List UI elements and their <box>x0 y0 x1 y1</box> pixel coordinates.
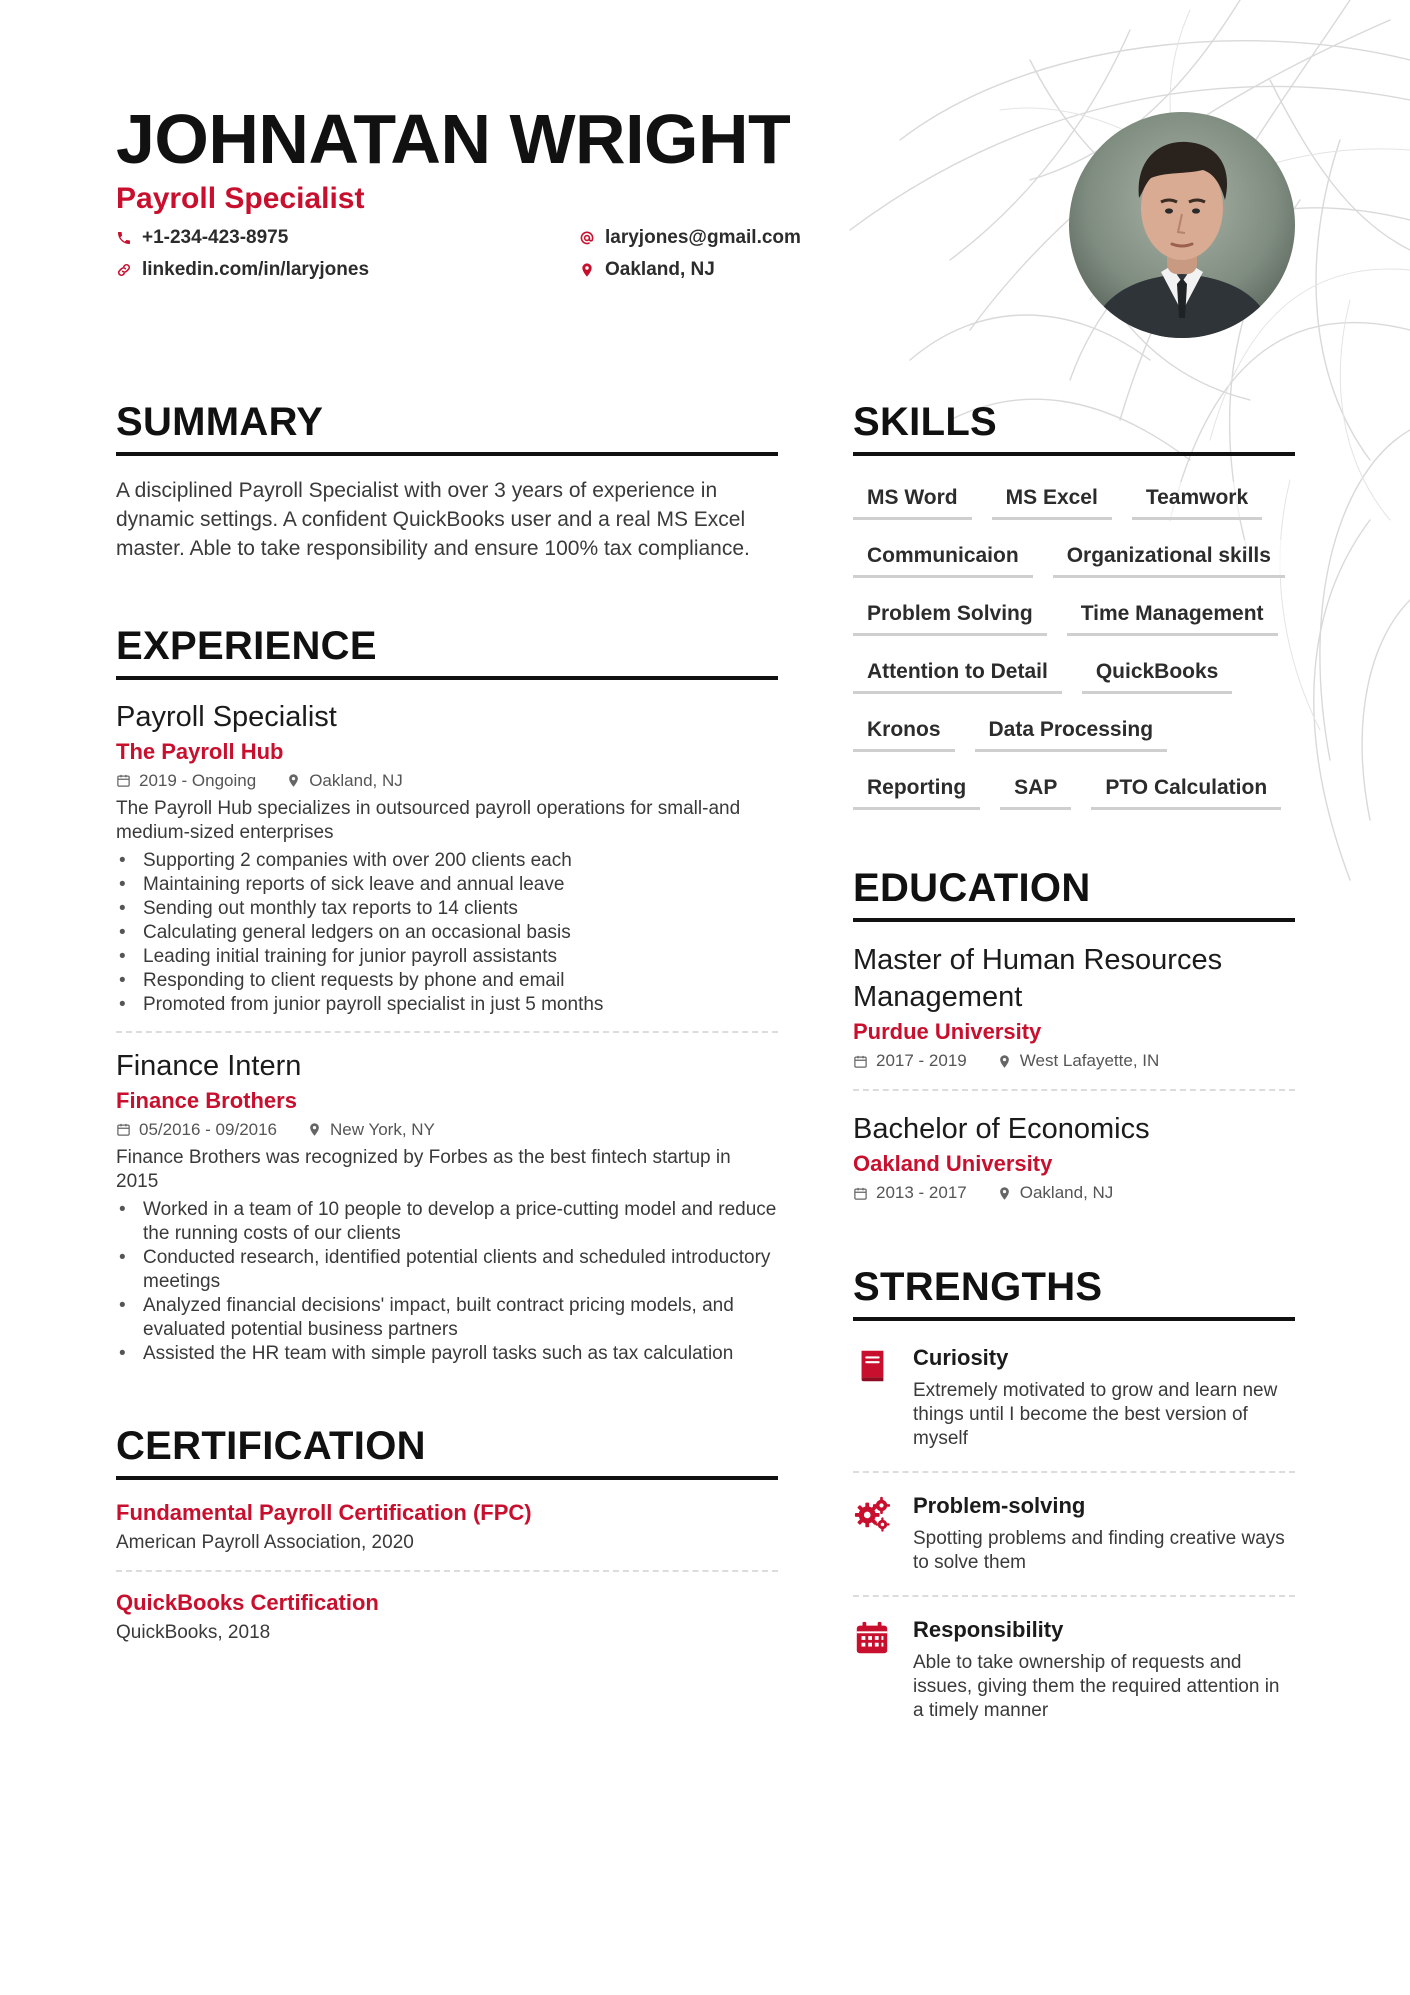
job-bullet: • Supporting 2 companies with over 200 clients each <box>116 849 778 873</box>
location-pin-icon <box>579 262 595 278</box>
education-entry <box>853 942 1295 1071</box>
calendar-icon <box>853 1054 868 1069</box>
education-section <box>853 868 1295 1203</box>
job-bullet: • Conducted research, identified potential clients and scheduled introductory meetings <box>116 1246 778 1294</box>
edu-degree: Master of Human Resources Management <box>853 944 1223 1013</box>
cert-name: Fundamental Payroll Certification (FPC) <box>116 1499 532 1525</box>
job-dates: 05/2016 - 09/2016 <box>139 1119 278 1139</box>
book-icon <box>853 1347 891 1385</box>
calendar-icon <box>853 1619 891 1657</box>
gears-icon <box>853 1495 891 1533</box>
job-bullet: • Calculating general ledgers on an occasional basis <box>116 921 778 945</box>
job-description: Finance Brothers was recognized by Forbes as the best fintech startup in 2015 <box>116 1146 731 1192</box>
edu-dates: 2017 - 2019 <box>876 1051 967 1070</box>
skill-tag: Communicaion <box>853 540 1033 578</box>
cert-entry <box>116 1500 778 1554</box>
strengths-section <box>853 1267 1295 1723</box>
experience-heading: EXPERIENCE <box>116 626 778 680</box>
job-bullet: • Promoted from junior payroll specialist in just 5 months <box>116 993 778 1017</box>
calendar-icon <box>116 773 131 788</box>
experience-section <box>116 626 778 1366</box>
candidate-name: JOHNATAN WRIGHT <box>116 100 791 178</box>
strengths-heading: STRENGTHS <box>853 1267 1295 1321</box>
job-bullet: • Assisted the HR team with simple payroll tasks such as tax calculation <box>116 1342 778 1366</box>
job-entry <box>116 1049 778 1366</box>
certification-section <box>116 1423 778 1644</box>
skill-tag: Problem Solving <box>853 598 1047 636</box>
job-company: The Payroll Hub <box>116 738 284 764</box>
cert-org: American Payroll Association, 2020 <box>116 1531 414 1553</box>
skill-tag: MS Excel <box>992 482 1112 520</box>
skills-heading: SKILLS <box>853 402 1295 456</box>
edu-meta <box>853 1051 1295 1071</box>
job-bullet: • Leading initial training for junior payroll assistants <box>116 945 778 969</box>
job-entry <box>116 700 778 1017</box>
skill-tag: QuickBooks <box>1082 656 1233 694</box>
at-icon <box>579 230 595 246</box>
resume-page <box>116 0 1296 1995</box>
strength-description: Extremely motivated to grow and learn new things until I become the best version of myself <box>913 1380 1278 1449</box>
skill-tag: MS Word <box>853 482 972 520</box>
education-heading: EDUCATION <box>853 868 1295 922</box>
calendar-icon <box>116 1122 131 1137</box>
skill-tag: Reporting <box>853 772 980 810</box>
calendar-icon <box>853 1186 868 1201</box>
cert-entry <box>116 1590 778 1644</box>
contact-email[interactable] <box>579 227 801 249</box>
strength-description: Able to take ownership of requests and issues, giving them the required attention in a timely manner <box>913 1652 1280 1721</box>
skill-tag: Teamwork <box>1132 482 1262 520</box>
job-description: The Payroll Hub specializes in outsourced payroll operations for small-and medium-sized enterprises <box>116 797 741 843</box>
cert-org: QuickBooks, 2018 <box>116 1621 271 1643</box>
edu-location: Oakland, NJ <box>1019 1183 1114 1202</box>
left-column <box>116 402 778 1644</box>
job-bullet: • Worked in a team of 10 people to develop a price-cutting model and reduce the running costs of our clients <box>116 1198 778 1246</box>
strength-item <box>853 1617 1295 1723</box>
job-bullet: • Sending out monthly tax reports to 14 clients <box>116 897 778 921</box>
skill-tag: Kronos <box>853 714 955 752</box>
divider <box>116 1570 778 1572</box>
summary-section <box>116 402 778 563</box>
right-column <box>853 402 1295 1723</box>
location-pin-icon <box>997 1186 1012 1201</box>
skill-tag: Data Processing <box>975 714 1168 752</box>
strength-title: Curiosity <box>913 1345 1009 1370</box>
skills-section <box>853 402 1295 830</box>
contact-location-text: Oakland, NJ <box>605 259 715 280</box>
job-location: New York, NY <box>330 1119 435 1139</box>
edu-school: Oakland University <box>853 1151 1053 1176</box>
job-bullets <box>116 849 778 1017</box>
skill-tag: Organizational skills <box>1053 540 1285 578</box>
contact-phone[interactable] <box>116 227 288 249</box>
candidate-title: Payroll Specialist <box>116 182 365 215</box>
skill-tag: Time Management <box>1067 598 1278 636</box>
strength-title: Problem-solving <box>913 1493 1086 1518</box>
location-pin-icon <box>307 1122 322 1137</box>
job-bullet: • Maintaining reports of sick leave and annual leave <box>116 873 778 897</box>
certification-heading: CERTIFICATION <box>116 1426 778 1480</box>
job-title: Finance Intern <box>116 1049 302 1082</box>
contact-linkedin[interactable] <box>116 259 369 281</box>
edu-meta <box>853 1183 1295 1203</box>
summary-text: A disciplined Payroll Specialist with over 3 years of experience in dynamic settings. A confident QuickBooks user and a real MS Excel master. Able to take responsibility and ensure 100% tax compliance. <box>116 479 750 560</box>
divider <box>853 1595 1295 1597</box>
divider <box>853 1471 1295 1473</box>
contact-email-text: laryjones@gmail.com <box>605 227 801 248</box>
cert-name: QuickBooks Certification <box>116 1589 379 1615</box>
skill-tag: PTO Calculation <box>1091 772 1281 810</box>
job-title: Payroll Specialist <box>116 701 337 733</box>
profile-photo <box>1069 112 1295 338</box>
job-meta <box>116 1120 778 1140</box>
job-bullet: • Responding to client requests by phone and email <box>116 969 778 993</box>
edu-location: West Lafayette, IN <box>1019 1051 1160 1070</box>
divider <box>853 1089 1295 1091</box>
summary-heading: SUMMARY <box>116 402 778 456</box>
skills-list <box>853 482 1295 830</box>
contact-phone-text: +1-234-423-8975 <box>142 227 289 248</box>
contact-location <box>579 259 715 281</box>
edu-dates: 2013 - 2017 <box>876 1183 967 1202</box>
skill-tag: Attention to Detail <box>853 656 1062 694</box>
location-pin-icon <box>286 773 301 788</box>
job-meta <box>116 771 778 791</box>
job-dates: 2019 - Ongoing <box>139 770 257 790</box>
education-entry <box>853 1111 1295 1203</box>
job-bullets <box>116 1198 778 1366</box>
contact-linkedin-text: linkedin.com/in/laryjones <box>142 259 370 280</box>
edu-degree: Bachelor of Economics <box>853 1113 1150 1145</box>
strength-item <box>853 1345 1295 1451</box>
job-company: Finance Brothers <box>116 1087 297 1113</box>
location-pin-icon <box>997 1054 1012 1069</box>
job-bullet: • Analyzed financial decisions' impact, built contract pricing models, and evaluated potential business partners <box>116 1294 778 1342</box>
phone-icon <box>116 230 132 246</box>
strength-description: Spotting problems and finding creative ways to solve them <box>913 1528 1285 1573</box>
job-location: Oakland, NJ <box>309 770 403 790</box>
edu-school: Purdue University <box>853 1019 1042 1044</box>
strength-item <box>853 1493 1295 1575</box>
strength-title: Responsibility <box>913 1617 1064 1642</box>
divider <box>116 1031 778 1033</box>
link-icon <box>116 262 132 278</box>
skill-tag: SAP <box>1000 772 1071 810</box>
